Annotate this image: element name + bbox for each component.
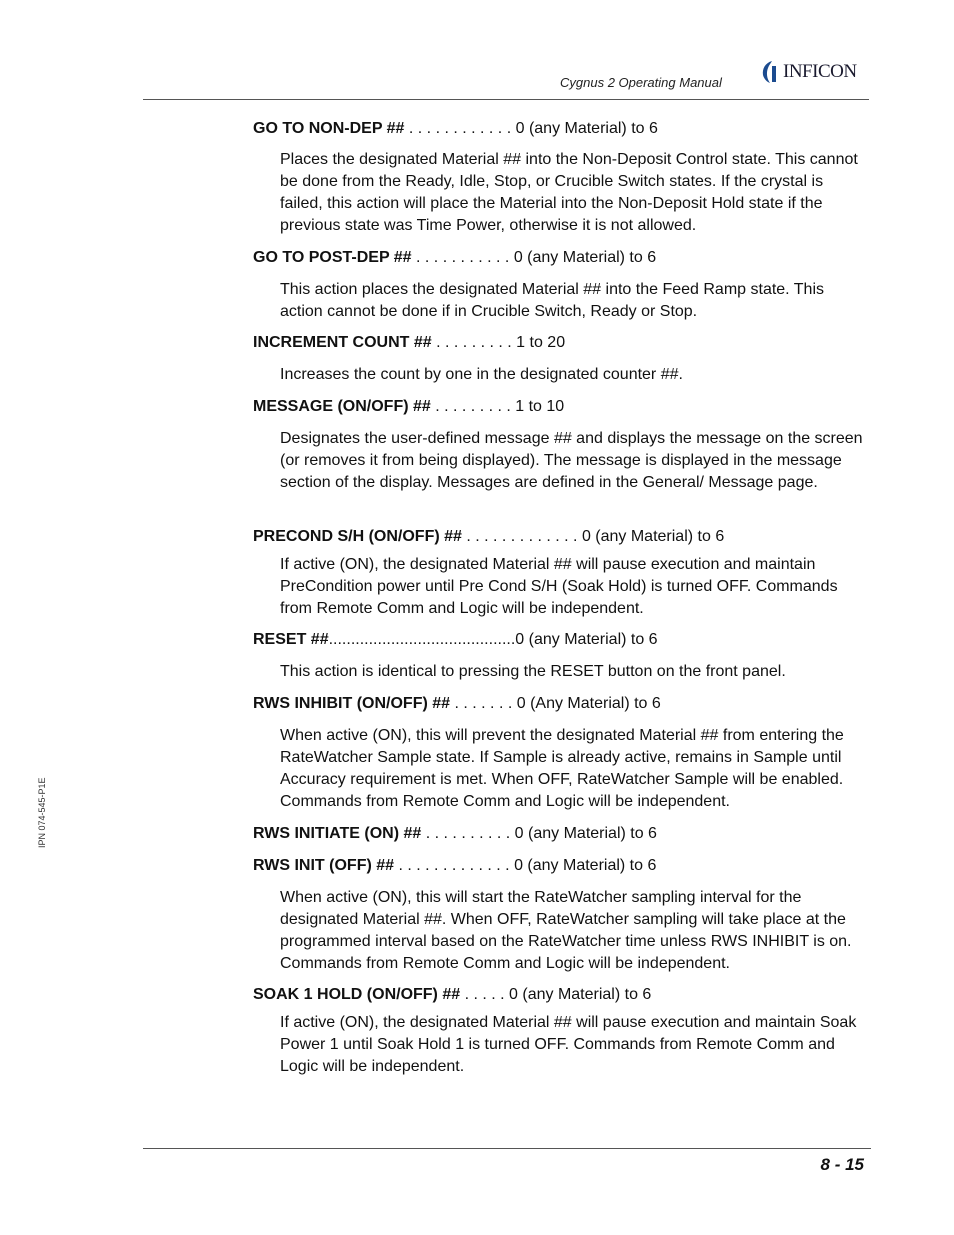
entry-leader: . . . . . . . . . . . . . <box>461 528 582 545</box>
entry-heading <box>253 630 658 650</box>
entry-heading <box>253 985 651 1005</box>
entry-leader: . . . . . . . <box>450 695 517 712</box>
entry-leader: . . . . . . . . . . . <box>411 249 514 266</box>
entry-range: 0 (any Material) to 6 <box>515 120 658 137</box>
entry-name: RWS INHIBIT (ON/OFF) ## <box>253 695 451 712</box>
entry-name: GO TO NON-DEP ## <box>253 120 405 137</box>
inficon-logo <box>760 59 857 85</box>
entry-range: 0 (any Material) to 6 <box>515 631 658 648</box>
entry-name: RWS INITIATE (ON) ## <box>253 825 422 842</box>
entry-heading <box>253 119 658 139</box>
entry-heading <box>253 824 657 844</box>
entry-name: SOAK 1 HOLD (ON/OFF) ## <box>253 986 461 1003</box>
entry-leader: . . . . . . . . . . . . <box>404 120 516 137</box>
entry-description: When active (ON), this will start the RateWatcher sampling interval for the designated Material ##. When OFF, RateWatcher sampling will take place at the programmed interval based on the RateWatcher time unless RWS INHIBIT is on. Commands from Remote Comm and Logic will be independent. <box>280 889 852 972</box>
entry-description: This action places the designated Material ## into the Feed Ramp state. This action cannot be done if in Crucible Switch, Ready or Stop. <box>280 281 825 320</box>
entry-description: If active (ON), the designated Material ## will pause execution and maintain PreCondition power until Pre Cond S/H (Soak Hold) is turned OFF. Commands from Remote Comm and Logic will be independent. <box>280 556 838 617</box>
entry-name: GO TO POST-DEP ## <box>253 249 412 266</box>
entry-range: 1 to 10 <box>515 398 565 415</box>
entry-leader: . . . . . . . . . . . . . <box>394 857 515 874</box>
entry-description: Places the designated Material ## into the Non-Deposit Control state. This cannot be done from the Ready, Idle, Stop, or Crucible Switch states. If the crystal is failed, this action will place the Material into the Non-Deposit Hold state if the previous state was Time Power, otherwise it is not allowed. <box>280 151 858 234</box>
entry-leader: . . . . . . . . . <box>430 398 516 415</box>
entry-heading <box>253 248 656 268</box>
entry-heading <box>253 333 565 353</box>
entry-description: When active (ON), this will prevent the designated Material ## from entering the RateWatcher Sample state. If Sample is already active, remains in Sample until Accuracy requirement is met. When OFF, RateWatcher Sample will be enabled. Commands from Remote Comm and Logic will be independent. <box>280 727 844 810</box>
footer-rule <box>143 1148 871 1149</box>
entry-range: 1 to 20 <box>516 334 566 351</box>
entry-name: RESET ## <box>253 631 329 648</box>
entry-range: 0 (any Material) to 6 <box>514 857 657 874</box>
entry-description: Increases the count by one in the designated counter ##. <box>280 366 683 383</box>
manual-title: Cygnus 2 Operating Manual <box>560 75 722 90</box>
entry-description: If active (ON), the designated Material ## will pause execution and maintain Soak Power 1 until Soak Hold 1 is turned OFF. Commands from Remote Comm and Logic will be independent. <box>280 1014 857 1075</box>
logo-wordmark: INFICON <box>783 61 857 82</box>
entry-range: 0 (any Material) to 6 <box>581 528 725 545</box>
entry-range: 0 (any Material) to 6 <box>513 249 657 266</box>
entry-heading <box>253 397 564 417</box>
entry-heading <box>253 527 724 547</box>
page-number: 8 - 15 <box>820 1155 864 1174</box>
entry-range: 0 (any Material) to 6 <box>509 986 652 1003</box>
inficon-logo-mark-icon <box>760 60 780 84</box>
header-rule <box>143 99 869 100</box>
entry-name: INCREMENT COUNT ## <box>253 334 432 351</box>
entry-name: MESSAGE (ON/OFF) ## <box>253 398 431 415</box>
entry-range: 0 (any Material) to 6 <box>514 825 657 842</box>
entry-heading <box>253 694 661 714</box>
entry-leader: . . . . . <box>460 986 510 1003</box>
entry-heading <box>253 856 656 876</box>
entry-leader: . . . . . . . . . . <box>421 825 515 842</box>
entry-name: RWS INIT (OFF) ## <box>253 857 395 874</box>
entry-description: Designates the user-defined message ## and displays the message on the screen (or removes it from being displayed). The message is displayed in the message section of the display. Messages are defined in the General/ Message page. <box>280 430 863 491</box>
entry-description: This action is identical to pressing the RESET button on the front panel. <box>280 663 786 680</box>
entry-leader: . . . . . . . . . <box>431 334 517 351</box>
document-code: IPN 074-545-P1E <box>37 777 47 848</box>
entry-range: 0 (Any Material) to 6 <box>516 695 661 712</box>
entry-name: PRECOND S/H (ON/OFF) ## <box>253 528 462 545</box>
entry-leader: .......................................... <box>328 631 516 648</box>
